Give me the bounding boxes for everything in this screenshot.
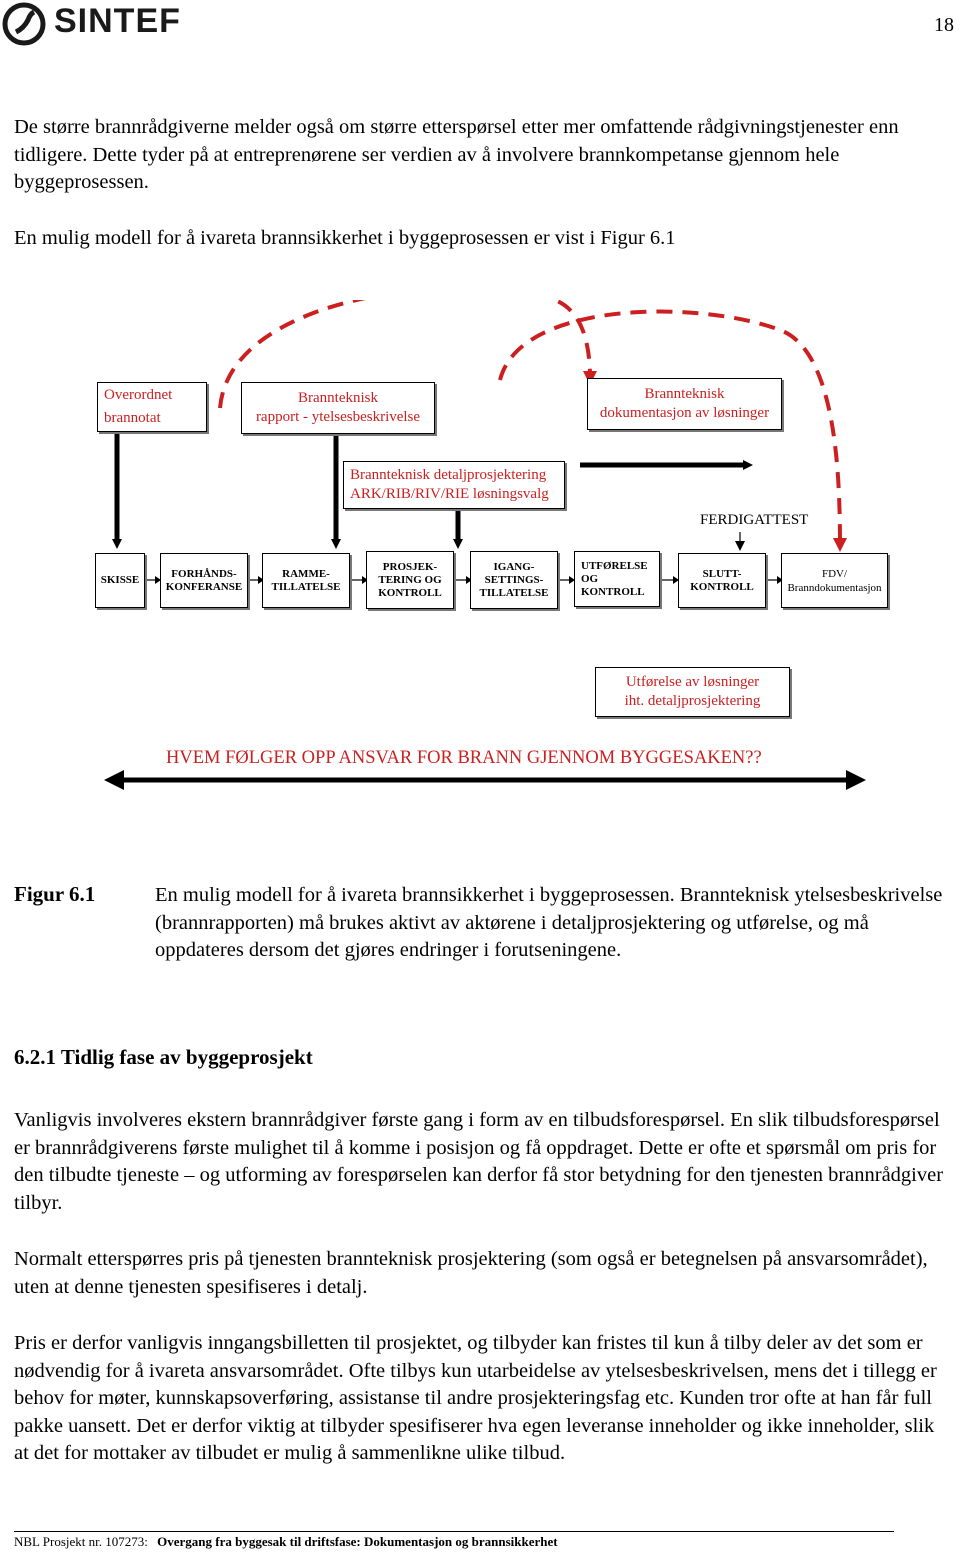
box-brannteknisk-dokumentasjon: Brannteknisk dokumentasjon av løsninger (587, 378, 782, 430)
process-skisse: SKISSE (95, 553, 145, 608)
responsibility-question: HVEM FØLGER OPP ANSVAR FOR BRANN GJENNOM BYGGESAKEN?? (166, 748, 762, 768)
section-heading: 6.2.1 Tidlig fase av byggeprosjekt (14, 1045, 313, 1069)
intro-paragraph-1: De større brannrådgiverne melder også om større etterspørsel etter mer omfattende rådgivningstjenester enn tidligere. Dette tyder på at entreprenørene ser verdien av å involvere brannkompetanse gjennom hele byggeprosessen. (14, 116, 899, 193)
double-arrow-right-head (846, 770, 866, 790)
box-utforelse-losninger: Utførelse av løsninger iht. detaljprosjektering (595, 667, 790, 717)
process-forhandskonferanse: FORHÅNDS- KONFERANSE (160, 553, 248, 608)
box-brannteknisk-rapport: Brannteknisk rapport - ytelsesbeskrivelse (241, 382, 435, 434)
intro-paragraph-2: En mulig modell for å ivareta brannsikkerhet i byggeprosessen er vist i Figur 6.1 (14, 227, 676, 249)
sintef-emblem-icon (2, 2, 46, 46)
process-sluttkontroll: SLUTT- KONTROLL (678, 553, 766, 608)
process-utforelse-kontroll: UTFØRELSE OG KONTROLL (574, 551, 660, 607)
box-overordnet-brannotat: Overordnet brannotat (97, 382, 207, 432)
section-paragraph-3: Pris er derfor vanligvis inngangsbilletten til prosjektet, og tilbyder kan fristes til kun å tilby deler av det som er nødvendig for å ivareta ansvarsområdet. Ofte tilbys kun utarbeidelse av ytelsesbeskrivelsen, mens det i tillegg er behov for møter, kunnskapsoverføring, assistanse til andre prosjekteringsfag etc. Kunden tror ofte at han får full pakke uansett. Det er derfor viktig at tilbyder spesifiserer hva egen leveranse inneholder og ikke inneholder, slik at det for mottaker av tilbudet er mulig å sammenlikne ulike tilbud. (14, 1332, 937, 1464)
figure-caption-text: En mulig modell for å ivareta brannsikkerhet i byggeprosessen. Brannteknisk ytelsesbeskrivelse (brannrapporten) må brukes aktivt av aktørene i detaljprosjektering og utførelse, og må oppdateres dersom det gjøres endringer i forutseningene. (155, 884, 943, 961)
footer-title: Overgang fra byggesak til driftsfase: Dokumentasjon og brannsikkerhet (157, 1534, 558, 1549)
page-number: 18 (934, 14, 954, 36)
footer (14, 1534, 558, 1550)
figure-diagram (0, 300, 960, 820)
section-paragraph-2: Normalt etterspørres pris på tjenesten brannteknisk prosjektering (som også er betegnelsen på ansvarsområdet), uten at denne tjenesten spesifiseres i detalj. (14, 1248, 928, 1298)
figure-caption-label: Figur 6.1 (14, 882, 96, 906)
section-paragraph-1: Vanligvis involveres ekstern brannrådgiver første gang i form av en tilbudsforespørsel. En slik tilbudsforespørsel er brannrådgiverens første mulighet til å komme i posisjon og få oppdraget. Dette er ofte et spørsmål om pris for den tilbudte tjeneste – og utforming av forespørselen kan derfor få stor betydning for den tjenesten brannrådgiver tilbyr. (14, 1109, 944, 1214)
process-rammetillatelse: RAMME- TILLATELSE (262, 553, 350, 608)
process-igangsettingstillatelse: IGANG- SETTINGS- TILLATELSE (470, 551, 558, 609)
process-fdv: FDV/ Branndokumentasjon (781, 553, 888, 608)
footer-project: NBL Prosjekt nr. 107273: (14, 1534, 148, 1549)
process-prosjektering: PROSJEK- TERING OG KONTROLL (366, 551, 454, 609)
logo-wordmark: SINTEF (54, 2, 181, 40)
box-detaljprosjektering: Brannteknisk detaljprosjektering ARK/RIB/RIV/RIE løsningsvalg (343, 461, 565, 509)
footer-rule (14, 1531, 894, 1532)
double-arrow-left-head (104, 770, 124, 790)
sintef-logo (2, 2, 212, 46)
ferdigattest-label: FERDIGATTEST (700, 512, 809, 528)
